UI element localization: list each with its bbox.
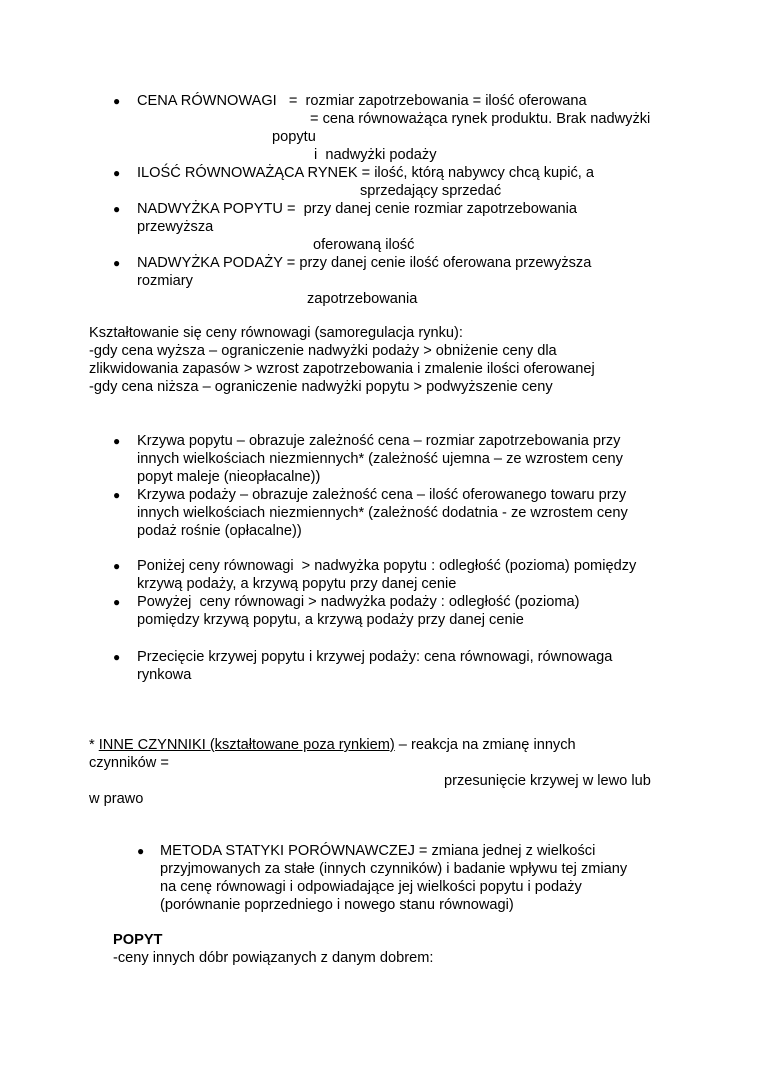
krzywa-podazy-cont: innych wielkościach niezmiennych* (zależność dodatnia - ze wzrostem ceny <box>137 505 628 521</box>
krzywa-popytu-cont: innych wielkościach niezmiennych* (zależność ujemna – ze wzrostem ceny <box>137 451 623 467</box>
inne-czynniki-line <box>89 736 576 754</box>
paragraph-line: -gdy cena niższa – ograniczenie nadwyżki popytu > podwyższenie ceny <box>89 379 553 395</box>
metoda-statyki-cont: przyjmowanych za stałe (innych czynników) i badanie wpływu tej zmiany <box>160 861 628 877</box>
bullet-marker: ● <box>113 256 121 270</box>
paragraph-line: Kształtowanie się ceny równowagi (samoregulacja rynku): <box>89 325 463 341</box>
ponizej-ceny: Poniżej ceny równowagi > nadwyżka popytu : odległość (pozioma) pomiędzy <box>137 558 637 574</box>
popyt-line: -ceny innych dóbr powiązanych z danym dobrem: <box>113 950 434 966</box>
bullet-marker: ● <box>113 595 121 609</box>
metoda-statyki-cont: (porównanie poprzedniego i nowego stanu równowagi) <box>160 897 514 913</box>
inne-czynniki-cont: w prawo <box>89 791 144 807</box>
bullet-marker: ● <box>137 844 145 858</box>
inne-czynniki-cont: przesunięcie krzywej w lewo lub <box>444 773 651 789</box>
popyt-heading: POPYT <box>113 932 163 948</box>
krzywa-popytu: Krzywa popytu – obrazuje zależność cena – rozmiar zapotrzebowania przy <box>137 433 621 449</box>
krzywa-podazy: Krzywa podaży – obrazuje zależność cena – ilość oferowanego towaru przy <box>137 487 627 503</box>
krzywa-popytu-cont: popyt maleje (nieopłacalne)) <box>137 469 321 485</box>
def-nadwyzka-popytu: NADWYŻKA POPYTU = przy danej cenie rozmiar zapotrzebowania <box>137 201 578 217</box>
inne-czynniki-underlined: INNE CZYNNIKI (kształtowane poza rynkiem) <box>98 737 395 753</box>
bullet-marker: ● <box>113 559 121 573</box>
def-ilosc-rownowazaca-cont: sprzedający sprzedać <box>360 183 502 199</box>
paragraph-line: -gdy cena wyższa – ograniczenie nadwyżki podaży > obniżenie ceny dla <box>89 343 557 359</box>
def-nadwyzka-podazy-cont: zapotrzebowania <box>307 291 418 307</box>
inne-czynniki-rest: – reakcja na zmianę innych <box>394 737 576 753</box>
bullet-marker: ● <box>113 650 121 664</box>
powyzej-ceny-cont: pomiędzy krzywą popytu, a krzywą podaży przy danej cenie <box>137 612 524 628</box>
def-cena-rownowagi-cont: popytu <box>272 129 316 145</box>
asterisk: * <box>89 737 99 753</box>
bullet-marker: ● <box>113 166 121 180</box>
przeciecie-krzywych-cont: rynkowa <box>137 667 192 683</box>
def-nadwyzka-podazy-cont: rozmiary <box>137 273 193 289</box>
def-cena-rownowagi-cont: i nadwyżki podaży <box>314 147 437 163</box>
metoda-statyki: METODA STATYKI PORÓWNAWCZEJ = zmiana jednej z wielkości <box>160 843 596 859</box>
powyzej-ceny: Powyżej ceny równowagi > nadwyżka podaży : odległość (pozioma) <box>137 594 580 610</box>
ponizej-ceny-cont: krzywą podaży, a krzywą popytu przy danej cenie <box>137 576 457 592</box>
def-nadwyzka-popytu-cont: oferowaną ilość <box>313 237 415 253</box>
paragraph-line: zlikwidowania zapasów > wzrost zapotrzebowania i zmalenie ilości oferowanej <box>89 361 595 377</box>
def-cena-rownowagi-cont: = cena równoważąca rynek produktu. Brak nadwyżki <box>310 111 651 127</box>
bullet-marker: ● <box>113 434 121 448</box>
przeciecie-krzywych: Przecięcie krzywej popytu i krzywej podaży: cena równowagi, równowaga <box>137 649 613 665</box>
def-ilosc-rownowazaca: ILOŚĆ RÓWNOWAŻĄCA RYNEK = ilość, którą nabywcy chcą kupić, a <box>137 165 595 181</box>
krzywa-podazy-cont: podaż rośnie (opłacalne)) <box>137 523 302 539</box>
inne-czynniki-cont: czynników = <box>89 755 169 771</box>
def-nadwyzka-popytu-cont: przewyższa <box>137 219 214 235</box>
bullet-marker: ● <box>113 202 121 216</box>
bullet-marker: ● <box>113 488 121 502</box>
bullet-marker: ● <box>113 94 121 108</box>
def-cena-rownowagi: CENA RÓWNOWAGI = rozmiar zapotrzebowania = ilość oferowana <box>137 93 587 109</box>
metoda-statyki-cont: na cenę równowagi i odpowiadające jej wielkości popytu i podaży <box>160 879 582 895</box>
def-nadwyzka-podazy: NADWYŻKA PODAŻY = przy danej cenie ilość oferowana przewyższa <box>137 255 592 271</box>
